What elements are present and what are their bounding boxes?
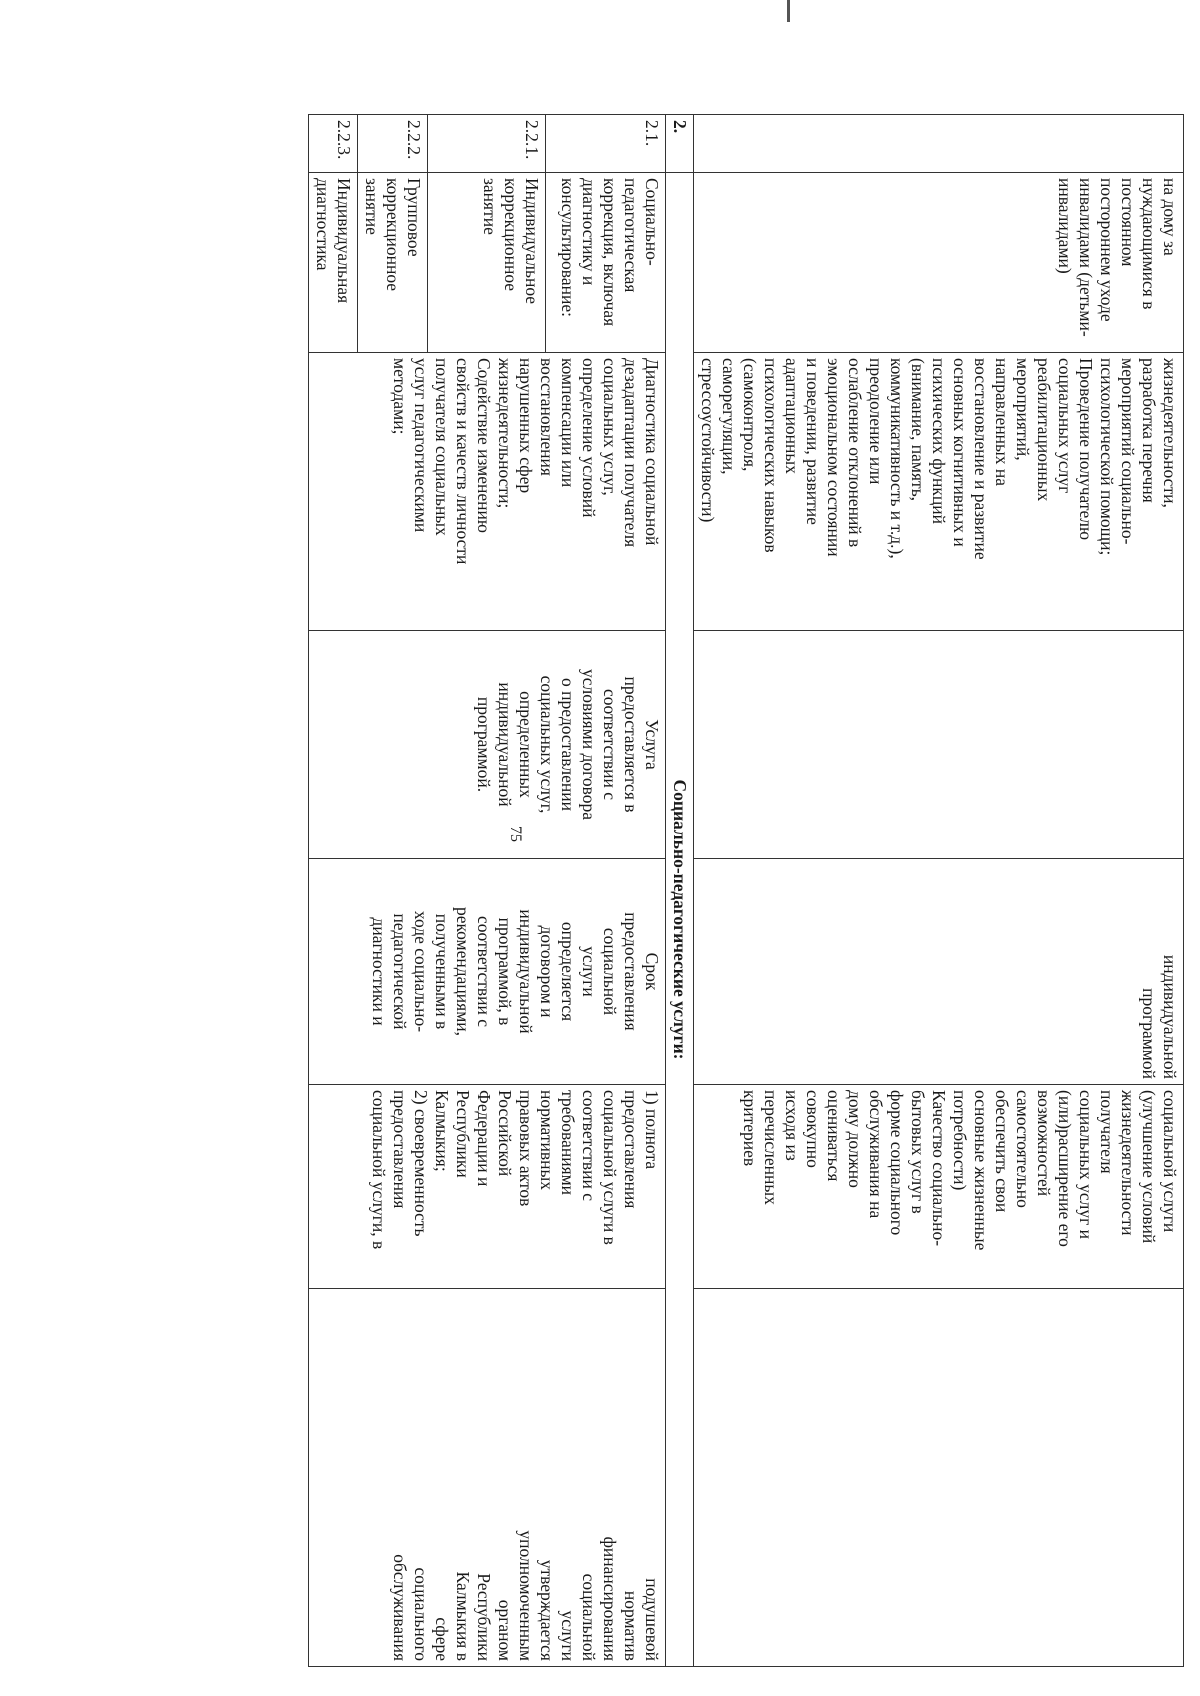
cell-service-content: жизнедеятельности, разработка перечня мероприятий социально- психологической помощи; Проведение получателю социальных услуг реабилитационных мероприятий, направленных на восстановление и развитие основных когнитивных и психических функций (внимание, память, коммуникативность и т.д.), преодоление или ослабление отклонений в эмоциональном состоянии и поведении, развитие адаптационных психологических навыков (самоконтроля, саморегуляции, стрессоустойчивости) (694, 353, 1184, 631)
cell-volume-empty (694, 631, 1184, 859)
cell-term: индивидуальной программой (694, 859, 1184, 1085)
cell-financing: подушевой норматив финансирования социальной услуги утверждается уполномоченным органом Республики Калмыкия в сфере социального обслуживания (309, 1289, 666, 1667)
cell-num: 2.2.3. (309, 115, 358, 173)
cell-service-content: Диагностика социальной дезадаптации получателя социальных услуг, определение условий компенсации или восстановления нарушенных сфер жизнедеятельности; Содействие изменению свойств и качеств личности получателя социальных услуг педагогическими методами; (309, 353, 666, 631)
cell-num: 2.1. (546, 115, 666, 173)
cell-num: 2.2.1. (428, 115, 546, 173)
section-row (666, 115, 694, 1667)
cell-quality: 1) полнота предоставления социальной услуги в соответствии с требованиями нормативных правовых актов Российской Федерации и Республики Калмыкия; 2) своевременность предоставления социальной услуги, в (309, 1085, 666, 1289)
cell-volume: Услуга предоставляется в соответствии с условиями договора о предоставлении социальных услуг, определенных индивидуальной программой. (309, 631, 666, 859)
cell-service-name: Индивидуальное коррекционное занятие (428, 173, 546, 353)
cell-service-name: Индивидуальная диагностика (309, 173, 358, 353)
table-row-continued (694, 115, 1184, 1667)
cell-term: Срок предоставления социальной услуги определяется договором и индивидуальной программой, в соответствии с рекомендациями, полученными в ходе социально- педагогической диагностики и (309, 859, 666, 1085)
cell-quality: социальной услуги (улучшение условий жизнедеятельности получателя социальных услуг и (или)расширение его возможностей самостоятельно обеспечить свои основные жизненные потребности) Качество социально- бытовых услуг в форме социального обслуживания на дому должно оцениваться совокупно исходя из перечисленных критериев (694, 1085, 1184, 1289)
section-number: 2. (666, 115, 694, 173)
section-title: Социально-педагогические услуги: (666, 173, 694, 1667)
page-number: 75 (507, 826, 524, 842)
scan-mark (787, 0, 790, 22)
table-row-2-1 (546, 115, 666, 1667)
cell-financing-empty (694, 1289, 1184, 1667)
services-table (308, 114, 1184, 1667)
cell-num: 2.2.2. (358, 115, 428, 173)
cell-service-name: Социально- педагогическая коррекция, включая диагностику и консультирование: (546, 173, 666, 353)
cell-num-empty (694, 115, 1184, 173)
rotated-table-page (72, 114, 1184, 1666)
cell-service-name: Групповое коррекционное занятие (358, 173, 428, 353)
cell-service-name: на дому за нуждающимися в постоянном постороннем уходе инвалидами (детьми- инвалидами) (694, 173, 1184, 353)
